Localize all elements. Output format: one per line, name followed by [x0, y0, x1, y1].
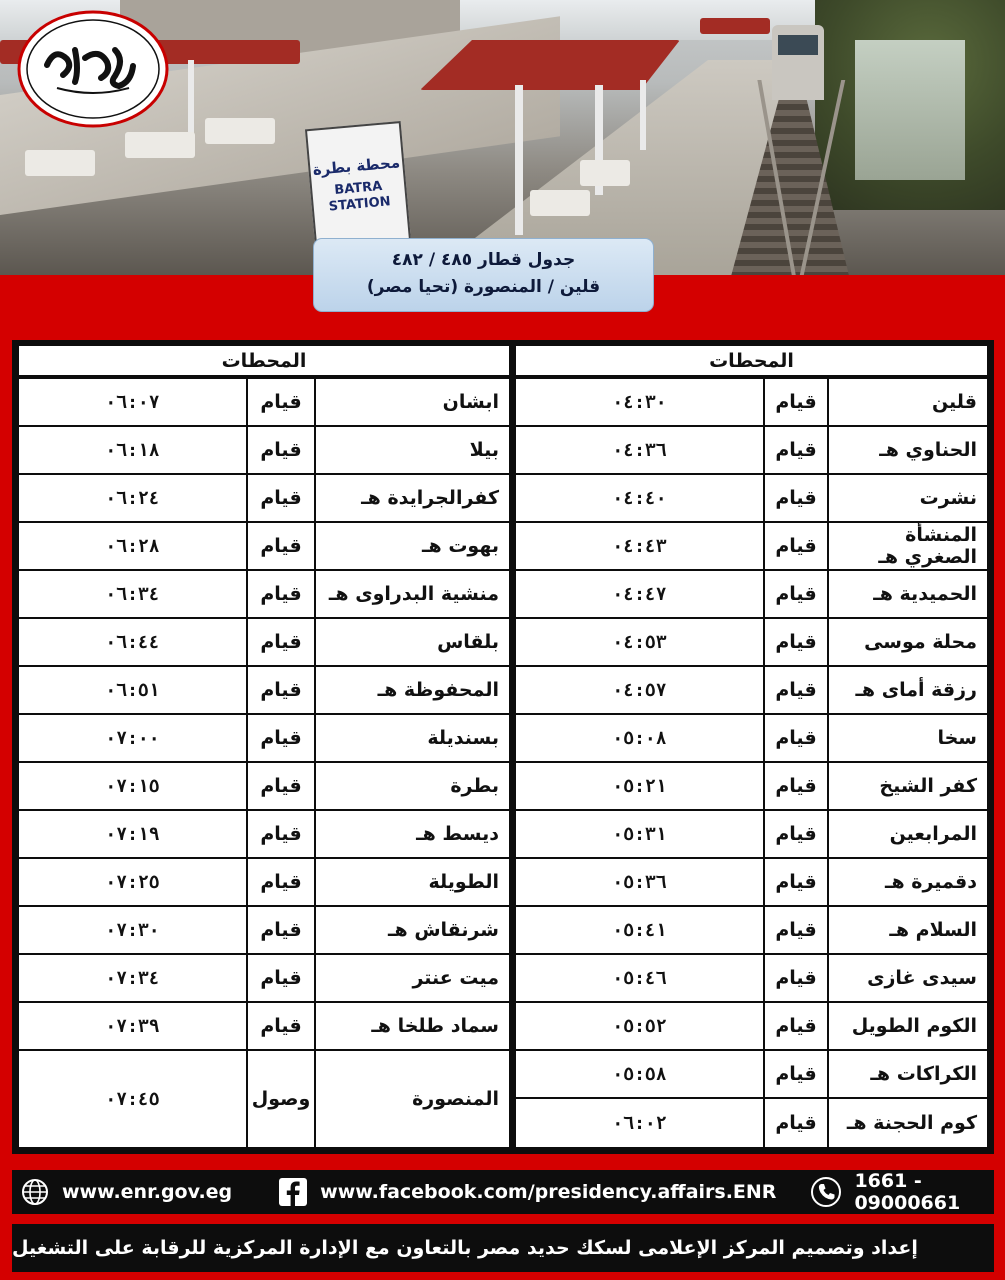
departure-time: ٠٧:٣٩: [105, 1015, 160, 1037]
canopy-roof: [700, 18, 770, 34]
table-row: [516, 619, 987, 667]
station-name: المنصورة: [314, 1051, 509, 1147]
bench: [205, 118, 275, 144]
canopy-pole: [640, 80, 646, 150]
train-status: قيام: [763, 907, 827, 953]
table-row: [516, 955, 987, 1003]
train-status: قيام: [763, 571, 827, 617]
bench: [530, 190, 590, 216]
departure-time: ٠٦:٢٨: [105, 535, 160, 557]
station-name: سماد طلخا هـ: [314, 1003, 509, 1049]
egyptian-railways-logo: [17, 10, 169, 128]
facebook-icon: [278, 1177, 308, 1207]
station-name: المرابعين: [827, 811, 987, 857]
station-name: بطرة: [314, 763, 509, 809]
table-row: [19, 379, 509, 427]
station-name: كفرالجرايدة هـ: [314, 475, 509, 521]
departure-time: ٠٥:٥٢: [612, 1015, 667, 1037]
departure-time: ٠٤:٥٣: [612, 631, 667, 653]
train-status: قيام: [763, 1003, 827, 1049]
station-name: ابشان: [314, 379, 509, 425]
departure-time: ٠٦:٥١: [105, 679, 160, 701]
table-row: [19, 427, 509, 475]
station-name: المحفوظة هـ: [314, 667, 509, 713]
departure-time: ٠٧:٣٠: [105, 919, 160, 941]
departure-time: ٠٦:٠٧: [105, 391, 160, 413]
departure-time: ٠٥:٠٨: [612, 727, 667, 749]
departure-time: ٠٧:٣٤: [105, 967, 160, 989]
departure-time: ٠٤:٣٠: [612, 391, 667, 413]
train-status: قيام: [246, 763, 314, 809]
table-row: [516, 475, 987, 523]
train-status: قيام: [763, 1099, 827, 1147]
departure-time: ٠٦:٢٤: [105, 487, 160, 509]
canal-water: [855, 40, 965, 180]
train-status: قيام: [763, 619, 827, 665]
departure-time: ٠٤:٤٧: [612, 583, 667, 605]
station-name: الطويلة: [314, 859, 509, 905]
schedule-title-box: [313, 238, 654, 312]
departure-time: ٠٦:١٨: [105, 439, 160, 461]
station-name: سيدى غازى: [827, 955, 987, 1001]
departure-time: ٠٥:٣١: [612, 823, 667, 845]
table-row: [516, 907, 987, 955]
table-row: [19, 715, 509, 763]
station-name: السلام هـ: [827, 907, 987, 953]
station-name: بلقاس: [314, 619, 509, 665]
station-name: كوم الحجنة هـ: [827, 1099, 987, 1147]
train-status: قيام: [763, 427, 827, 473]
train-status: قيام: [246, 667, 314, 713]
timetable: [12, 340, 994, 1154]
station-name: بسنديلة: [314, 715, 509, 761]
column-header: المحطات: [516, 346, 987, 379]
table-row: [516, 667, 987, 715]
train-status: قيام: [763, 475, 827, 521]
train-status: قيام: [246, 715, 314, 761]
phone-icon: [810, 1176, 842, 1208]
table-row: [19, 1051, 509, 1147]
station-name: الحناوي هـ: [827, 427, 987, 473]
departure-time: ٠٦:٣٤: [105, 583, 160, 605]
table-row: [516, 427, 987, 475]
departure-time: ٠٧:٠٠: [105, 727, 160, 749]
station-name: كفر الشيخ: [827, 763, 987, 809]
table-row: [19, 619, 509, 667]
station-name: الكوم الطويل: [827, 1003, 987, 1049]
timetable-column-left: [19, 346, 509, 1147]
table-row: [19, 955, 509, 1003]
bench: [25, 150, 95, 176]
train-status: قيام: [763, 859, 827, 905]
website-link[interactable]: www.enr.gov.eg: [62, 1181, 233, 1203]
train-status: قيام: [763, 379, 827, 425]
departure-time: ٠٧:٤٥: [105, 1088, 160, 1110]
table-row: [19, 763, 509, 811]
station-name: نشرت: [827, 475, 987, 521]
credit-bar: [12, 1224, 994, 1272]
train-status: قيام: [246, 379, 314, 425]
table-row: [19, 523, 509, 571]
table-row: [516, 523, 987, 571]
credit-text: إعداد وتصميم المركز الإعلامى لسكك حديد مصر بالتعاون مع الإدارة المركزية للرقابة على التشغيل: [12, 1237, 918, 1259]
station-name: بهوت هـ: [314, 523, 509, 569]
station-name: سخا: [827, 715, 987, 761]
station-name: ديسط هـ: [314, 811, 509, 857]
schedule-title: جدول قطار ٤٨٥ / ٤٨٢: [391, 250, 576, 270]
departure-time: ٠٥:٥٨: [612, 1063, 667, 1085]
departure-time: ٠٥:٢١: [612, 775, 667, 797]
table-row: [19, 859, 509, 907]
sign-arabic: محطة بطرة: [311, 153, 401, 179]
facebook-link[interactable]: www.facebook.com/presidency.affairs.ENR: [320, 1181, 777, 1203]
station-name: ميت عنتر: [314, 955, 509, 1001]
globe-icon: [20, 1177, 50, 1207]
train-status: قيام: [763, 763, 827, 809]
contact-bar: [12, 1170, 994, 1214]
table-row: [516, 379, 987, 427]
train-status: قيام: [246, 571, 314, 617]
departure-time: ٠٧:٢٥: [105, 871, 160, 893]
column-header: المحطات: [19, 346, 509, 379]
schedule-route: قلين / المنصورة (تحيا مصر): [366, 277, 601, 297]
train-status: قيام: [246, 859, 314, 905]
train-status: قيام: [246, 523, 314, 569]
train-status: وصول: [246, 1051, 314, 1147]
facebook-item[interactable]: [278, 1177, 776, 1207]
train-status: قيام: [246, 955, 314, 1001]
table-row: [19, 907, 509, 955]
table-row: [516, 811, 987, 859]
bench: [125, 132, 195, 158]
table-row: [516, 571, 987, 619]
header-photo: [0, 0, 1005, 275]
train-status: قيام: [763, 523, 827, 569]
table-row: [516, 763, 987, 811]
train: [772, 25, 824, 100]
train-status: قيام: [246, 619, 314, 665]
timetable-column-right: [516, 346, 987, 1147]
station-name: شرنقاش هـ: [314, 907, 509, 953]
train-status: قيام: [246, 427, 314, 473]
table-row: [516, 1099, 987, 1147]
departure-time: ٠٥:٤١: [612, 919, 667, 941]
phone-number[interactable]: 1661 - 09000661: [854, 1170, 961, 1214]
station-name: منشية البدراوى هـ: [314, 571, 509, 617]
departure-time: ٠٧:١٩: [105, 823, 160, 845]
station-name: دقميرة هـ: [827, 859, 987, 905]
train-status: قيام: [246, 475, 314, 521]
departure-time: ٠٥:٣٦: [612, 871, 667, 893]
station-name: قلين: [827, 379, 987, 425]
website-item[interactable]: [20, 1177, 232, 1207]
table-row: [19, 811, 509, 859]
train-status: قيام: [246, 907, 314, 953]
sign-english: BATRA STATION: [328, 178, 392, 215]
station-name: رزقة أماى هـ: [827, 667, 987, 713]
departure-time: ٠٦:٤٤: [105, 631, 160, 653]
train-status: قيام: [763, 811, 827, 857]
rows-right: [516, 379, 987, 1147]
departure-time: ٠٧:١٥: [105, 775, 160, 797]
table-row: [516, 715, 987, 763]
station-sign: [305, 121, 411, 249]
departure-time: ٠٤:٤٣: [612, 535, 667, 557]
table-row: [19, 571, 509, 619]
canopy-pole: [515, 85, 523, 235]
train-status: قيام: [246, 811, 314, 857]
train-status: قيام: [763, 667, 827, 713]
departure-time: ٠٦:٠٢: [612, 1112, 667, 1134]
table-row: [516, 1003, 987, 1051]
table-row: [19, 475, 509, 523]
phone-item[interactable]: [810, 1170, 994, 1214]
departure-time: ٠٥:٤٦: [612, 967, 667, 989]
train-status: قيام: [763, 1051, 827, 1097]
rows-left: [19, 379, 509, 1147]
station-name: المنشأة الصغري هـ: [827, 523, 987, 569]
train-status: قيام: [763, 955, 827, 1001]
station-name: بيلا: [314, 427, 509, 473]
station-name: الحميدية هـ: [827, 571, 987, 617]
table-row: [516, 859, 987, 907]
train-status: قيام: [246, 1003, 314, 1049]
table-row: [516, 1051, 987, 1099]
table-row: [19, 667, 509, 715]
canopy-pole: [188, 60, 194, 140]
departure-time: ٠٤:٣٦: [612, 439, 667, 461]
station-name: محلة موسى: [827, 619, 987, 665]
bench: [580, 160, 630, 186]
table-row: [19, 1003, 509, 1051]
departure-time: ٠٤:٤٠: [612, 487, 667, 509]
station-name: الكراكات هـ: [827, 1051, 987, 1097]
train-status: قيام: [763, 715, 827, 761]
departure-time: ٠٤:٥٧: [612, 679, 667, 701]
